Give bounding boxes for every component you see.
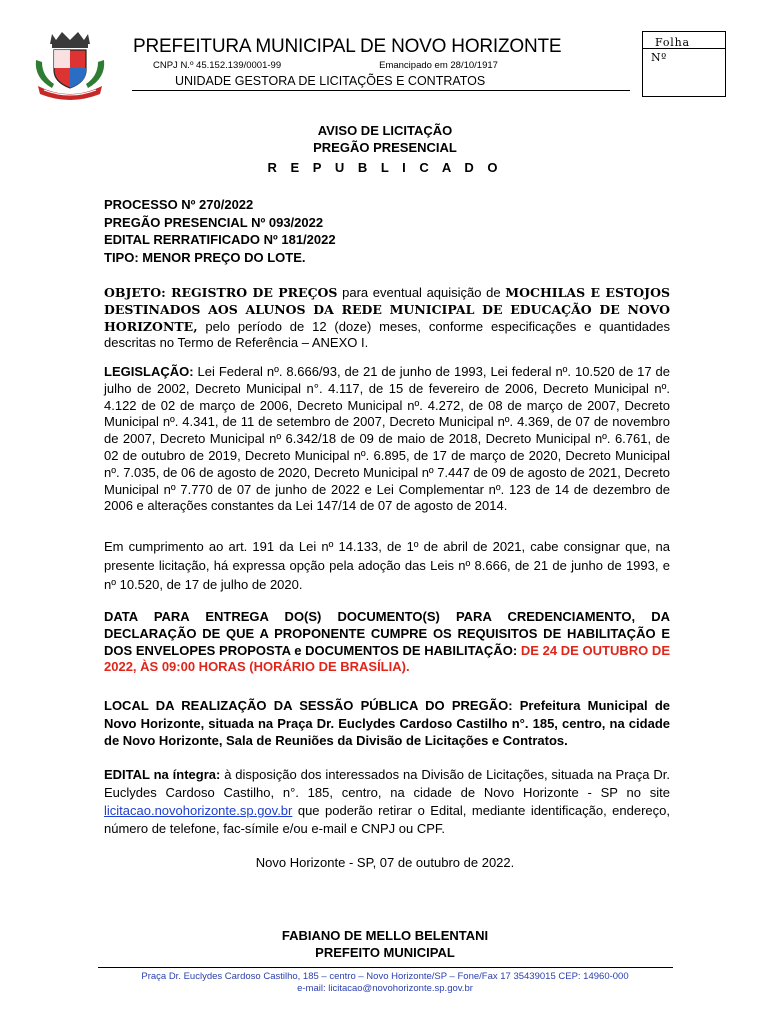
emancipation-date: Emancipado em 28/10/1917 xyxy=(379,60,498,71)
objeto-label: OBJETO: REGISTRO DE PREÇOS xyxy=(104,285,338,300)
local-paragraph: LOCAL DA REALIZAÇÃO DA SESSÃO PÚBLICA DO PREGÃO: Prefeitura Municipal de Novo Horizonte, situada na Praça Dr. Euclydes Cardoso Castilho n°. 185, centro, na cidade de Novo Horizonte, Sala de Reuniões da Divisão de Licitações e Contratos. xyxy=(104,698,670,748)
cnpj-text: CNPJ N.º 45.152.139/0001-99 xyxy=(153,60,282,71)
objeto-text-2: pelo período de 12 (doze) meses, conforme especificações e quantidades descritas no Termo de Referência – ANEXO I. xyxy=(104,318,670,351)
footer-email: e-mail: licitacao@novohorizonte.sp.gov.br xyxy=(297,983,473,994)
header-subline xyxy=(153,60,498,71)
municipality-title: PREFEITURA MUNICIPAL DE NOVO HORIZONTE xyxy=(133,36,562,57)
page-number-box xyxy=(642,31,726,97)
data-entrega-text: DATA PARA ENTREGA DO(S) DOCUMENTO(S) PARA CREDENCIAMENTO, DA DECLARAÇÃO DE QUE A PROPONENTE CUMPRE OS REQUISITOS DE HABILITAÇÃO E DOS ENVELOPES PROPOSTA e DOCUMENTOS DE HABILITAÇÃO: xyxy=(104,609,670,658)
edital-paragraph xyxy=(104,766,670,838)
managing-unit: UNIDADE GESTORA DE LICITAÇÕES E CONTRATOS xyxy=(175,74,486,88)
data-entrega-date: DE 24 DE OUTUBRO DE 2022, ÀS 09:00 HORAS (HORÁRIO DE BRASÍLIA). xyxy=(104,642,670,675)
footer-address: Praça Dr. Euclydes Cardoso Castilho, 185 – centro – Novo Horizonte/SP – Fone/Fax 17 35439015 CEP: 14960-000 xyxy=(141,971,629,982)
objeto-paragraph xyxy=(104,285,670,352)
notice-subtitle: PREGÃO PRESENCIAL xyxy=(313,140,457,155)
signature-block xyxy=(0,927,770,961)
edital-text-1: à disposição dos interessados na Divisão de Licitações, situada na Praça Dr. Euclydes Cardoso Castilho, n°. 185, centro, na cidade de Novo Horizonte - SP no site xyxy=(104,767,670,800)
municipal-crest-icon xyxy=(30,30,110,100)
process-info xyxy=(104,196,336,266)
pregao-number: PREGÃO PRESENCIAL Nº 093/2022 xyxy=(104,214,324,230)
footer xyxy=(0,971,770,995)
data-entrega-paragraph xyxy=(104,609,670,676)
signer-name: FABIANO DE MELLO BELENTANI xyxy=(281,928,489,943)
edital-site-link[interactable]: licitacao.novohorizonte.sp.gov.br xyxy=(104,803,293,818)
footer-divider xyxy=(98,967,673,968)
folha-separator xyxy=(643,48,725,49)
tipo-line: TIPO: MENOR PREÇO DO LOTE. xyxy=(104,249,306,265)
objeto-text-1: para eventual aquisição de xyxy=(337,285,506,300)
edital-label: EDITAL na íntegra: xyxy=(104,767,221,782)
place-date: Novo Horizonte - SP, 07 de outubro de 2022. xyxy=(255,855,515,870)
edital-number: EDITAL RERRATIFICADO Nº 181/2022 xyxy=(104,232,336,247)
cumprimento-paragraph: Em cumprimento ao art. 191 da Lei nº 14.133, de 1º de abril de 2021, cabe consignar que, na presente licitação, há expressa opção pela adoção das Leis nº 8.666, de 21 de junho de 1993, e nº 10.520, de 17 de julho de 2020. xyxy=(104,539,670,592)
legislacao-paragraph xyxy=(104,364,670,515)
objeto-highlight: MOCHILAS E ESTOJOS DESTINADOS AOS ALUNOS DA REDE MUNICIPAL DE EDUCAÇÃO DE NOVO HORIZONTE, xyxy=(104,285,670,334)
edital-text-2: que poderão retirar o Edital, mediante identificação, endereço, número de telefone, fac-símile e/ou e-mail e CNPJ ou CPF. xyxy=(104,803,670,836)
folha-label: Folha xyxy=(655,36,690,49)
process-number: PROCESSO Nº 270/2022 xyxy=(104,197,254,212)
header-divider xyxy=(132,90,630,91)
numero-label: Nº xyxy=(651,51,667,64)
republished-label: R E P U B L I C A D O xyxy=(267,160,503,175)
legislacao-text: Lei Federal nº. 8.666/93, de 21 de junho de 1993, Lei federal nº. 10.520 de 17 de julho de 2002, Decreto Municipal n°. 4.117, de 15 de fevereiro de 2006, Decreto Municipal nº. 4.122 de 02 de março de 2006, Decreto Municipal nº. 4.272, de 08 de março de 2007, Decreto Municipal nº. 4.341, de 11 de setembro de 2007, Decreto Municipal nº. 4.369, de 07 de novembro de 2007, Decreto Municipal nº 6.342/18 de 09 de maio de 2018, Decreto Municipal nº. 6.761, de 02 de outubro de 2019, Decreto Municipal nº. 6.895, de 17 de março de 2020, Decreto Municipal nº. 7.035, de 06 de agosto de 2020, Decreto Municipal nº 7.447 de 09 de agosto de 2021, Decreto Municipal nº 7.770 de 07 de junho de 2022 e Lei Complementar nº. 123 de 14 de dezembro de 2006 e alterações constantes da Lei 147/14 de 07 de agosto de 2014. xyxy=(104,364,671,514)
legislacao-label: LEGISLAÇÃO: xyxy=(104,364,194,379)
notice-title: AVISO DE LICITAÇÃO xyxy=(317,123,453,138)
signer-role: PREFEITO MUNICIPAL xyxy=(315,945,455,960)
